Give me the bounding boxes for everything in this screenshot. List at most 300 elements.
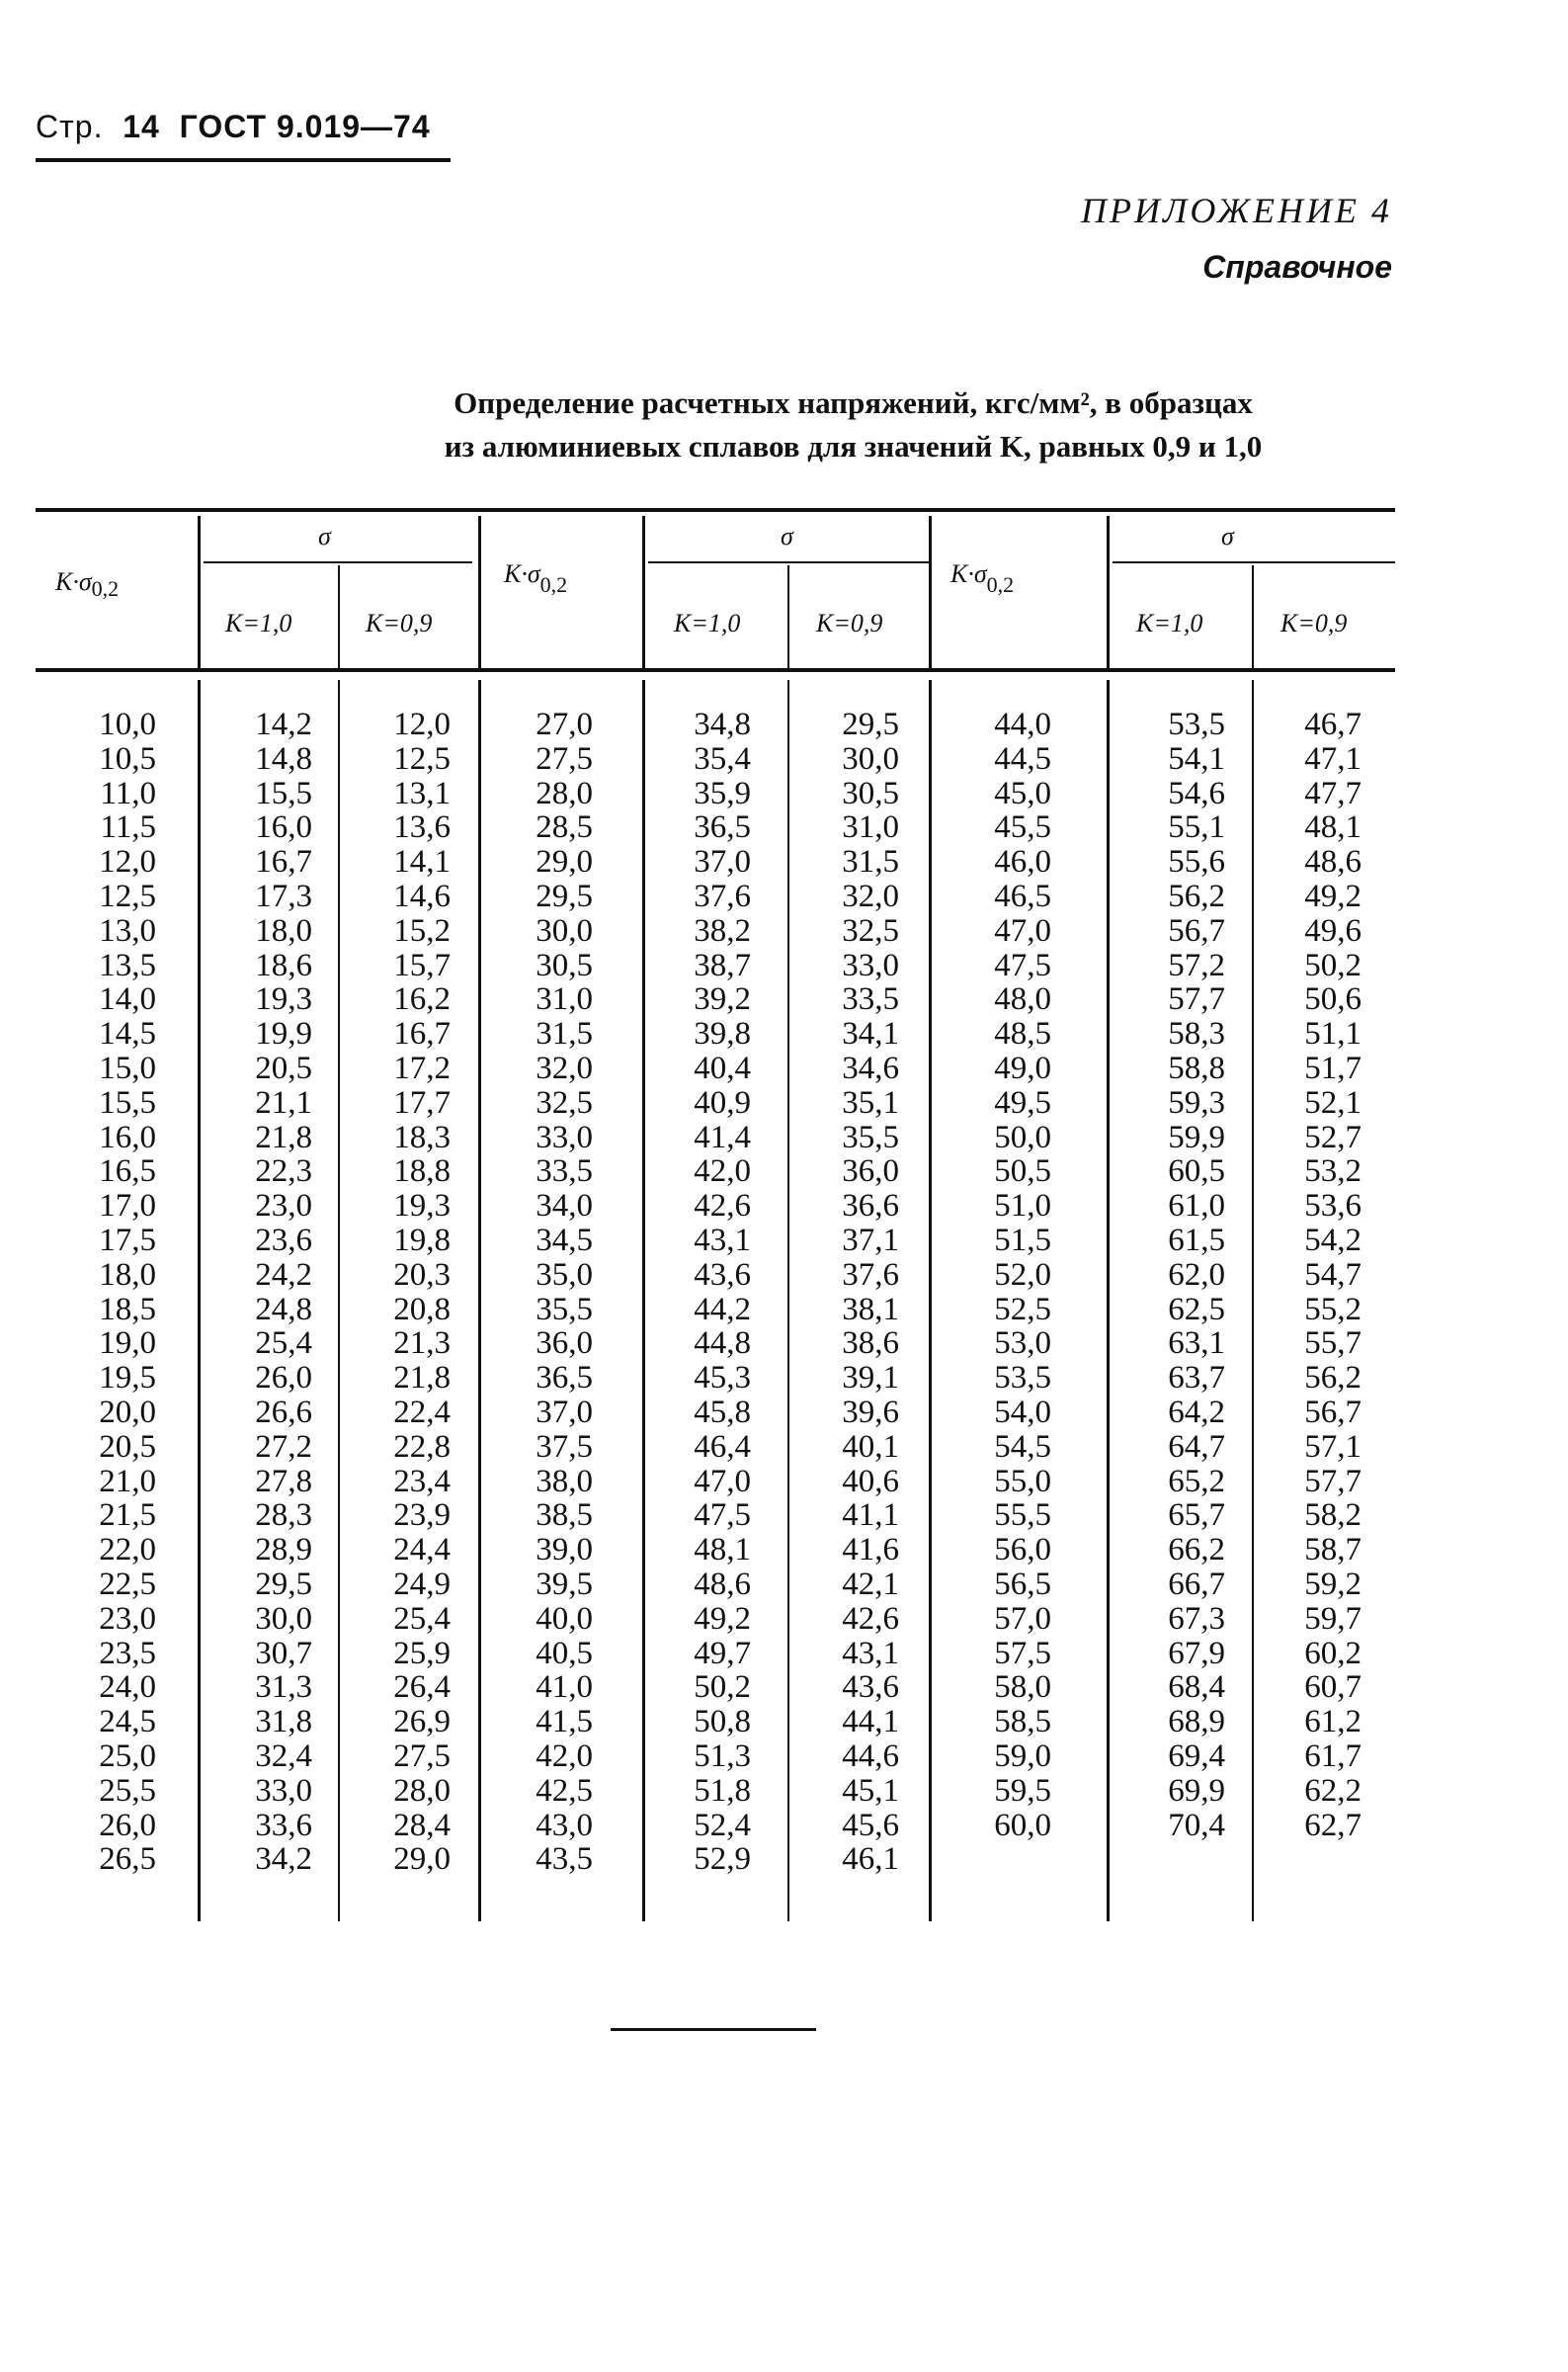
table-cell: 16,2 (393, 981, 451, 1018)
table-cell: 46,7 (1304, 707, 1362, 742)
table-cell: 57,1 (1304, 1428, 1362, 1465)
table-cell: 26,0 (99, 1807, 156, 1843)
table-cell: 52,0 (994, 1256, 1051, 1293)
table-cell: 37,6 (694, 878, 751, 914)
table-cell: 11,5 (100, 809, 156, 846)
table-cell: 65,2 (1168, 1463, 1225, 1499)
table-cell: 14,0 (99, 981, 156, 1018)
table-cell: 15,5 (255, 775, 312, 811)
table-cell: 42,6 (842, 1600, 899, 1637)
table-cell: 60,5 (1168, 1153, 1225, 1190)
body-vline-5 (787, 680, 789, 1921)
table-caption (0, 381, 1568, 468)
table-cell: 30,5 (842, 775, 899, 811)
table-cell: 37,5 (536, 1428, 593, 1465)
header-k-sigma-2 (504, 559, 567, 598)
table-cell: 34,0 (536, 1188, 593, 1225)
header-k09-label: K=0,9 (816, 609, 883, 637)
table-cell: 22,8 (393, 1428, 451, 1465)
header-vline-7 (1107, 516, 1110, 670)
table-cell: 19,9 (255, 1016, 312, 1053)
table-cell: 53,5 (994, 1360, 1051, 1397)
table-cell: 43,5 (536, 1841, 593, 1878)
page-header (36, 109, 431, 145)
table-cell: 23,0 (255, 1188, 312, 1225)
table-cell: 66,7 (1168, 1566, 1225, 1602)
table-cell: 25,4 (255, 1325, 312, 1362)
table-cell: 68,9 (1168, 1704, 1225, 1740)
table-cell: 59,7 (1304, 1600, 1362, 1637)
table-cell: 15,5 (99, 1084, 156, 1121)
table-cell: 18,8 (393, 1153, 451, 1190)
table-cell: 52,7 (1304, 1119, 1362, 1155)
table-cell: 63,1 (1168, 1325, 1225, 1362)
table-cell: 58,7 (1304, 1532, 1362, 1568)
table-cell: 54,0 (994, 1394, 1051, 1430)
table-cell: 57,7 (1168, 981, 1225, 1018)
header-k10-1 (225, 609, 291, 638)
table-cell: 44,0 (994, 707, 1051, 742)
table-cell: 21,1 (255, 1084, 312, 1121)
table-cell: 40,4 (694, 1050, 751, 1086)
header-sigma-1 (318, 522, 331, 551)
table-cell: 25,4 (393, 1600, 451, 1637)
table-cell: 62,7 (1304, 1807, 1362, 1843)
table-cell: 26,4 (393, 1669, 451, 1706)
table-cell: 27,8 (255, 1463, 312, 1499)
header-k-sigma-label: K·σ (55, 567, 92, 596)
table-cell: 36,5 (536, 1360, 593, 1397)
header-vline-4 (642, 516, 645, 670)
table-cell: 17,2 (393, 1050, 451, 1086)
table-cell: 33,0 (536, 1119, 593, 1155)
standard-code: ГОСТ 9.019—74 (179, 109, 431, 144)
caption-line-1: Определение расчетных напряжений, кгс/мм², в образцах (454, 385, 1253, 420)
table-cell: 24,4 (393, 1532, 451, 1568)
table-cell: 47,7 (1304, 775, 1362, 811)
table-cell: 62,0 (1168, 1256, 1225, 1293)
table-cell: 34,8 (694, 707, 751, 742)
table-cell: 49,6 (1304, 912, 1362, 949)
table-cell: 28,0 (393, 1772, 451, 1809)
header-underline (36, 158, 451, 162)
subheader-rule-2 (648, 561, 931, 563)
table-cell: 21,0 (99, 1463, 156, 1499)
table-cell: 15,7 (393, 947, 451, 983)
table-cell: 58,0 (994, 1669, 1051, 1706)
table-cell: 22,3 (255, 1153, 312, 1190)
table-cell: 40,5 (536, 1635, 593, 1671)
table-cell: 27,0 (536, 707, 593, 742)
table-cell: 30,0 (842, 740, 899, 777)
table-cell: 60,0 (994, 1807, 1051, 1843)
table-cell: 13,1 (393, 775, 451, 811)
table-cell: 54,6 (1168, 775, 1225, 811)
table-cell: 20,8 (393, 1291, 451, 1327)
table-cell: 32,5 (842, 912, 899, 949)
table-cell: 58,3 (1168, 1016, 1225, 1053)
table-cell: 12,0 (99, 844, 156, 881)
table-cell: 29,0 (536, 844, 593, 881)
table-cell: 23,9 (393, 1497, 451, 1534)
table-cell: 53,2 (1304, 1153, 1362, 1190)
table-cell: 45,3 (694, 1360, 751, 1397)
table-cell: 54,1 (1168, 740, 1225, 777)
header-k-sigma-sub: 0,2 (91, 576, 120, 601)
table-cell: 35,4 (694, 740, 751, 777)
table-cell: 21,8 (393, 1360, 451, 1397)
table-cell: 26,9 (393, 1704, 451, 1740)
table-cell: 26,0 (255, 1360, 312, 1397)
table-cell: 44,2 (694, 1291, 751, 1327)
table-cell: 53,6 (1304, 1188, 1362, 1225)
table-cell: 54,5 (994, 1428, 1051, 1465)
table-cell: 44,6 (842, 1737, 899, 1774)
table-cell: 55,6 (1168, 844, 1225, 881)
table-cell: 36,5 (694, 809, 751, 846)
table-cell: 42,1 (842, 1566, 899, 1602)
header-k-sigma-label: K·σ (950, 559, 987, 588)
table-cell: 33,5 (536, 1153, 593, 1190)
table-cell: 42,6 (694, 1188, 751, 1225)
body-vline-8 (1252, 680, 1254, 1921)
table-cell: 23,4 (393, 1463, 451, 1499)
table-cell: 30,5 (536, 947, 593, 983)
table-cell: 13,0 (99, 912, 156, 949)
table-cell: 69,4 (1168, 1737, 1225, 1774)
table-cell: 41,5 (536, 1704, 593, 1740)
header-sigma-2 (781, 522, 793, 551)
table-cell: 26,6 (255, 1394, 312, 1430)
table-cell: 38,1 (842, 1291, 899, 1327)
table-cell: 17,0 (99, 1188, 156, 1225)
table-cell: 26,5 (99, 1841, 156, 1878)
table-cell: 60,2 (1304, 1635, 1362, 1671)
table-cell: 19,5 (99, 1360, 156, 1397)
table-cell: 37,0 (694, 844, 751, 881)
table-cell: 68,4 (1168, 1669, 1225, 1706)
table-cell: 41,0 (536, 1669, 593, 1706)
table-cell: 15,2 (393, 912, 451, 949)
table-cell: 49,7 (694, 1635, 751, 1671)
table-cell: 42,0 (536, 1737, 593, 1774)
table-cell: 56,0 (994, 1532, 1051, 1568)
table-cell: 21,3 (393, 1325, 451, 1362)
column-b1-k-sigma (79, 708, 156, 1877)
table-cell: 59,2 (1304, 1566, 1362, 1602)
table-cell: 16,7 (255, 844, 312, 881)
table-cell: 66,2 (1168, 1532, 1225, 1568)
table-cell: 56,2 (1304, 1360, 1362, 1397)
table-cell: 14,2 (255, 707, 312, 742)
table-cell: 32,5 (536, 1084, 593, 1121)
table-cell: 47,0 (994, 912, 1051, 949)
column-b2-k-sigma (514, 708, 593, 1877)
header-k09-label: K=0,9 (1280, 609, 1348, 637)
table-cell: 43,0 (536, 1807, 593, 1843)
header-vline-8 (1252, 565, 1254, 670)
page-label: Стр. (36, 109, 104, 144)
table-cell: 27,5 (393, 1737, 451, 1774)
table-cell: 31,5 (842, 844, 899, 881)
table-cell: 14,5 (99, 1016, 156, 1053)
table-cell: 50,5 (994, 1153, 1051, 1190)
table-cell: 58,2 (1304, 1497, 1362, 1534)
column-b1-k10 (233, 708, 312, 1877)
table-cell: 70,4 (1168, 1807, 1225, 1843)
table-cell: 24,9 (393, 1566, 451, 1602)
appendix-subtitle: Справочное (1202, 249, 1392, 285)
table-cell: 40,0 (536, 1600, 593, 1637)
table-cell: 34,1 (842, 1016, 899, 1053)
table-cell: 51,8 (694, 1772, 751, 1809)
table-cell: 53,0 (994, 1325, 1051, 1362)
column-b3-k09 (1280, 708, 1362, 1842)
table-cell: 23,6 (255, 1222, 312, 1258)
table-cell: 28,9 (255, 1532, 312, 1568)
table-cell: 59,0 (994, 1737, 1051, 1774)
header-sigma-3 (1221, 522, 1234, 551)
table-cell: 61,5 (1168, 1222, 1225, 1258)
table-cell: 41,6 (842, 1532, 899, 1568)
table-cell: 16,7 (393, 1016, 451, 1053)
table-cell: 52,9 (694, 1841, 751, 1878)
table-cell: 51,3 (694, 1737, 751, 1774)
table-cell: 23,5 (99, 1635, 156, 1671)
header-k10-label: K=1,0 (674, 609, 741, 637)
table-cell: 49,5 (994, 1084, 1051, 1121)
header-k09-2 (816, 609, 882, 638)
table-cell: 14,6 (393, 878, 451, 914)
table-cell: 65,7 (1168, 1497, 1225, 1534)
table-cell: 44,1 (842, 1704, 899, 1740)
table-cell: 37,6 (842, 1256, 899, 1293)
table-cell: 59,9 (1168, 1119, 1225, 1155)
table-cell: 31,0 (842, 809, 899, 846)
table-cell: 45,0 (994, 775, 1051, 811)
table-cell: 37,0 (536, 1394, 593, 1430)
table-cell: 51,1 (1304, 1016, 1362, 1053)
table-cell: 51,7 (1304, 1050, 1362, 1086)
column-b3-k-sigma (972, 708, 1051, 1842)
table-cell: 17,7 (393, 1084, 451, 1121)
table-cell: 17,3 (255, 878, 312, 914)
header-k-sigma-sub: 0,2 (986, 572, 1015, 597)
table-cell: 18,0 (255, 912, 312, 949)
table-cell: 24,0 (99, 1669, 156, 1706)
header-vline-1 (198, 516, 201, 670)
table-cell: 24,8 (255, 1291, 312, 1327)
table-cell: 29,5 (842, 707, 899, 742)
table-cell: 46,4 (694, 1428, 751, 1465)
table-cell: 27,2 (255, 1428, 312, 1465)
table-cell: 58,5 (994, 1704, 1051, 1740)
table-cell: 38,0 (536, 1463, 593, 1499)
table-cell: 29,5 (255, 1566, 312, 1602)
table-cell: 47,0 (694, 1463, 751, 1499)
table-cell: 18,6 (255, 947, 312, 983)
table-cell: 52,1 (1304, 1084, 1362, 1121)
subheader-rule-3 (1113, 561, 1395, 563)
table-cell: 45,5 (994, 809, 1051, 846)
table-cell: 35,1 (842, 1084, 899, 1121)
table-cell: 38,2 (694, 912, 751, 949)
body-vline-4 (642, 680, 645, 1921)
table-cell: 45,6 (842, 1807, 899, 1843)
table-cell: 25,9 (393, 1635, 451, 1671)
table-cell: 20,5 (99, 1428, 156, 1465)
table-cell: 25,0 (99, 1737, 156, 1774)
table-cell: 64,7 (1168, 1428, 1225, 1465)
table-cell: 48,6 (694, 1566, 751, 1602)
table-cell: 61,7 (1304, 1737, 1362, 1774)
table-cell: 35,5 (536, 1291, 593, 1327)
table-cell: 30,7 (255, 1635, 312, 1671)
table-cell: 46,1 (842, 1841, 899, 1878)
table-cell: 63,7 (1168, 1360, 1225, 1397)
table-cell: 50,8 (694, 1704, 751, 1740)
table-top-rule (36, 508, 1395, 512)
body-vline-2 (338, 680, 340, 1921)
table-cell: 55,0 (994, 1463, 1051, 1499)
header-sigma-label: σ (318, 522, 331, 551)
table-cell: 11,0 (100, 775, 156, 811)
table-cell: 39,2 (694, 981, 751, 1018)
table-cell: 39,8 (694, 1016, 751, 1053)
page-number: 14 (123, 109, 160, 144)
table-cell: 12,5 (99, 878, 156, 914)
table-cell: 69,9 (1168, 1772, 1225, 1809)
table-cell: 59,3 (1168, 1084, 1225, 1121)
appendix-title: ПРИЛОЖЕНИЕ 4 (1081, 191, 1392, 230)
table-cell: 27,5 (536, 740, 593, 777)
body-vline-7 (1107, 680, 1110, 1921)
header-k09-1 (366, 609, 432, 638)
table-cell: 55,2 (1304, 1291, 1362, 1327)
table-cell: 33,0 (255, 1772, 312, 1809)
table-cell: 42,5 (536, 1772, 593, 1809)
table-cell: 39,5 (536, 1566, 593, 1602)
table-cell: 57,2 (1168, 947, 1225, 983)
table-cell: 46,0 (994, 844, 1051, 881)
table-cell: 33,5 (842, 981, 899, 1018)
table-cell: 18,3 (393, 1119, 451, 1155)
table-cell: 60,7 (1304, 1669, 1362, 1706)
table-cell: 14,1 (393, 844, 451, 881)
table-cell: 12,0 (393, 707, 451, 742)
table-cell: 24,2 (255, 1256, 312, 1293)
table-cell: 19,3 (255, 981, 312, 1018)
table-cell: 31,0 (536, 981, 593, 1018)
table-cell: 15,0 (99, 1050, 156, 1086)
table-cell: 49,0 (994, 1050, 1051, 1086)
table-cell: 34,5 (536, 1222, 593, 1258)
table-cell: 19,0 (99, 1325, 156, 1362)
table-cell: 53,5 (1168, 707, 1225, 742)
table-cell: 31,5 (536, 1016, 593, 1053)
table-cell: 17,5 (99, 1222, 156, 1258)
table-cell: 34,6 (842, 1050, 899, 1086)
table-cell: 44,5 (994, 740, 1051, 777)
header-bottom-rule (36, 668, 1395, 672)
header-vline-6 (929, 516, 932, 670)
table-cell: 57,0 (994, 1600, 1051, 1637)
table-cell: 28,4 (393, 1807, 451, 1843)
table-cell: 45,1 (842, 1772, 899, 1809)
table-cell: 49,2 (1304, 878, 1362, 914)
table-cell: 31,3 (255, 1669, 312, 1706)
table-cell: 55,7 (1304, 1325, 1362, 1362)
table-cell: 35,0 (536, 1256, 593, 1293)
table-cell: 39,6 (842, 1394, 899, 1430)
table-cell: 31,8 (255, 1704, 312, 1740)
table-cell: 19,3 (393, 1188, 451, 1225)
appendix-block (1081, 190, 1392, 286)
table-cell: 40,9 (694, 1084, 751, 1121)
table-cell: 25,5 (99, 1772, 156, 1809)
table-cell: 44,8 (694, 1325, 751, 1362)
table-cell: 14,8 (255, 740, 312, 777)
table-cell: 48,1 (694, 1532, 751, 1568)
table-cell: 30,0 (255, 1600, 312, 1637)
table-cell: 28,3 (255, 1497, 312, 1534)
table-cell: 38,7 (694, 947, 751, 983)
table-cell: 38,5 (536, 1497, 593, 1534)
table-cell: 19,8 (393, 1222, 451, 1258)
table-cell: 51,0 (994, 1188, 1051, 1225)
table-cell: 28,5 (536, 809, 593, 846)
table-cell: 20,3 (393, 1256, 451, 1293)
caption-line-2: из алюминиевых сплавов для значений K, равных 0,9 и 1,0 (444, 429, 1263, 464)
table-cell: 49,2 (694, 1600, 751, 1637)
table-cell: 22,4 (393, 1394, 451, 1430)
table-cell: 51,5 (994, 1222, 1051, 1258)
table-cell: 16,0 (99, 1119, 156, 1155)
table-cell: 43,6 (842, 1669, 899, 1706)
table-cell: 20,5 (255, 1050, 312, 1086)
table-cell: 43,6 (694, 1256, 751, 1293)
body-vline-3 (478, 680, 481, 1921)
table-cell: 22,5 (99, 1566, 156, 1602)
table-cell: 55,1 (1168, 809, 1225, 846)
table-cell: 43,1 (842, 1635, 899, 1671)
table-cell: 10,0 (99, 707, 156, 742)
table-cell: 41,4 (694, 1119, 751, 1155)
header-k10-label: K=1,0 (225, 609, 292, 637)
table-cell: 52,5 (994, 1291, 1051, 1327)
table-cell: 50,0 (994, 1119, 1051, 1155)
table-cell: 33,0 (842, 947, 899, 983)
table-cell: 48,5 (994, 1016, 1051, 1053)
table-cell: 13,5 (99, 947, 156, 983)
table-cell: 36,6 (842, 1188, 899, 1225)
table-cell: 61,0 (1168, 1188, 1225, 1225)
table-cell: 22,0 (99, 1532, 156, 1568)
header-k10-2 (674, 609, 740, 638)
table-cell: 40,6 (842, 1463, 899, 1499)
table-cell: 57,7 (1304, 1463, 1362, 1499)
table-cell: 47,5 (694, 1497, 751, 1534)
header-sigma-label: σ (1221, 522, 1234, 551)
table-cell: 34,2 (255, 1841, 312, 1878)
table-cell: 56,2 (1168, 878, 1225, 914)
table-cell: 18,5 (99, 1291, 156, 1327)
table-cell: 67,3 (1168, 1600, 1225, 1637)
table-cell: 67,9 (1168, 1635, 1225, 1671)
column-b1-k09 (371, 708, 451, 1877)
table-cell: 10,5 (99, 740, 156, 777)
header-k-sigma-1 (55, 567, 119, 602)
